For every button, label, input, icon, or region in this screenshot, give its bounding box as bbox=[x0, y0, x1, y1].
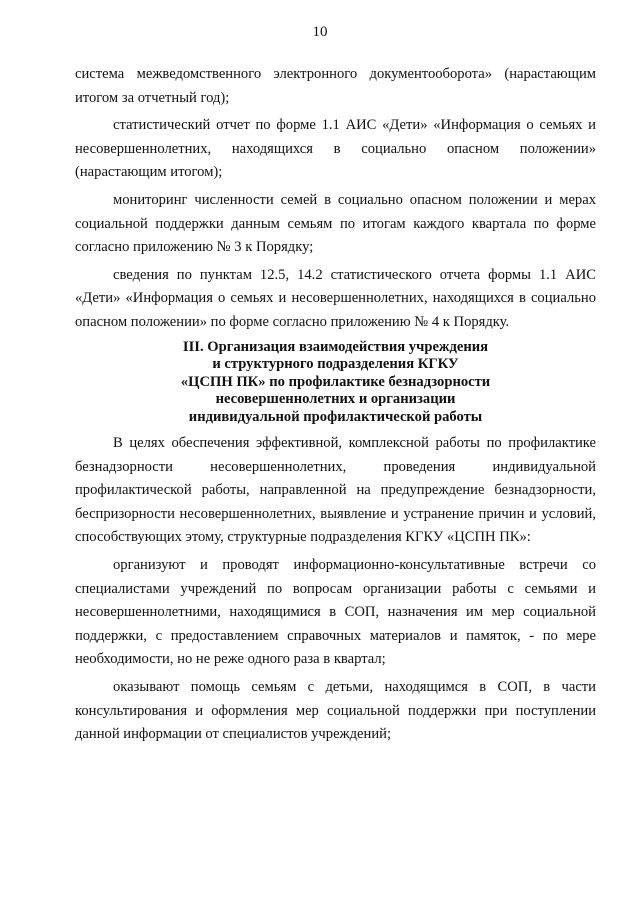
section-heading-line: «ЦСПН ПК» по профилактике безнадзорности bbox=[180, 373, 491, 390]
paragraph-goals: В целях обеспечения эффективной, комплексной работы по профилактике безнадзорности несовершеннолетних, проведения индивидуальной профилактической работы, направленной на предупреждение безнадзорности, беспризорности несовершеннолетних, выявление и устранение причин и условий, способствующих этому, структурные подразделения КГКУ «ЦСПН ПК»: bbox=[75, 435, 596, 546]
paragraph-monitoring: мониторинг численности семей в социально опасном положении и мерах социальной поддержки данным семьям по итогам каждого квартала по форме согласно приложению № 3 к Порядку; bbox=[75, 191, 596, 256]
paragraph-report-items: сведения по пунктам 12.5, 14.2 статистического отчета формы 1.1 АИС «Дети» «Информация о семьях и несовершеннолетних, находящихся в социально опасном положении» по форме согласно приложению № 4 к Порядку. bbox=[75, 266, 596, 330]
paragraph-meetings: организуют и проводят информационно-консультативные встречи со специалистами учреждений по вопросам организации работы с семьями и несовершеннолетними, находящимися в СОП, назначения им мер социальной поддержки, с предоставлением справочных материалов и памяток, - по мере необходимости, но не реже одного раза в квартал; bbox=[75, 557, 596, 668]
section-heading-line: несовершеннолетних и организации bbox=[215, 391, 456, 408]
section-heading-line: III. Организация взаимодействия учреждения bbox=[182, 338, 489, 355]
paragraph-assistance: оказывают помощь семьям с детьми, находящимся в СОП, в части консультирования и оформления мер социальной поддержки при поступлении данной информации от специалистов учреждений; bbox=[75, 678, 596, 743]
section-heading-line: и структурного подразделения КГКУ bbox=[212, 356, 459, 373]
section-heading-line: индивидуальной профилактической работы bbox=[188, 408, 483, 425]
page-number: 10 bbox=[312, 24, 328, 40]
page-content bbox=[75, 63, 596, 747]
paragraph-continuation: система межведомственного электронного документооборота» (нарастающим итогом за отчетный год); bbox=[75, 66, 596, 106]
section-heading bbox=[75, 339, 596, 427]
paragraph-report-1-1: статистический отчет по форме 1.1 АИС «Дети» «Информация о семьях и несовершеннолетних, находящихся в социально опасном положении» (нарастающим итогом); bbox=[75, 117, 596, 181]
